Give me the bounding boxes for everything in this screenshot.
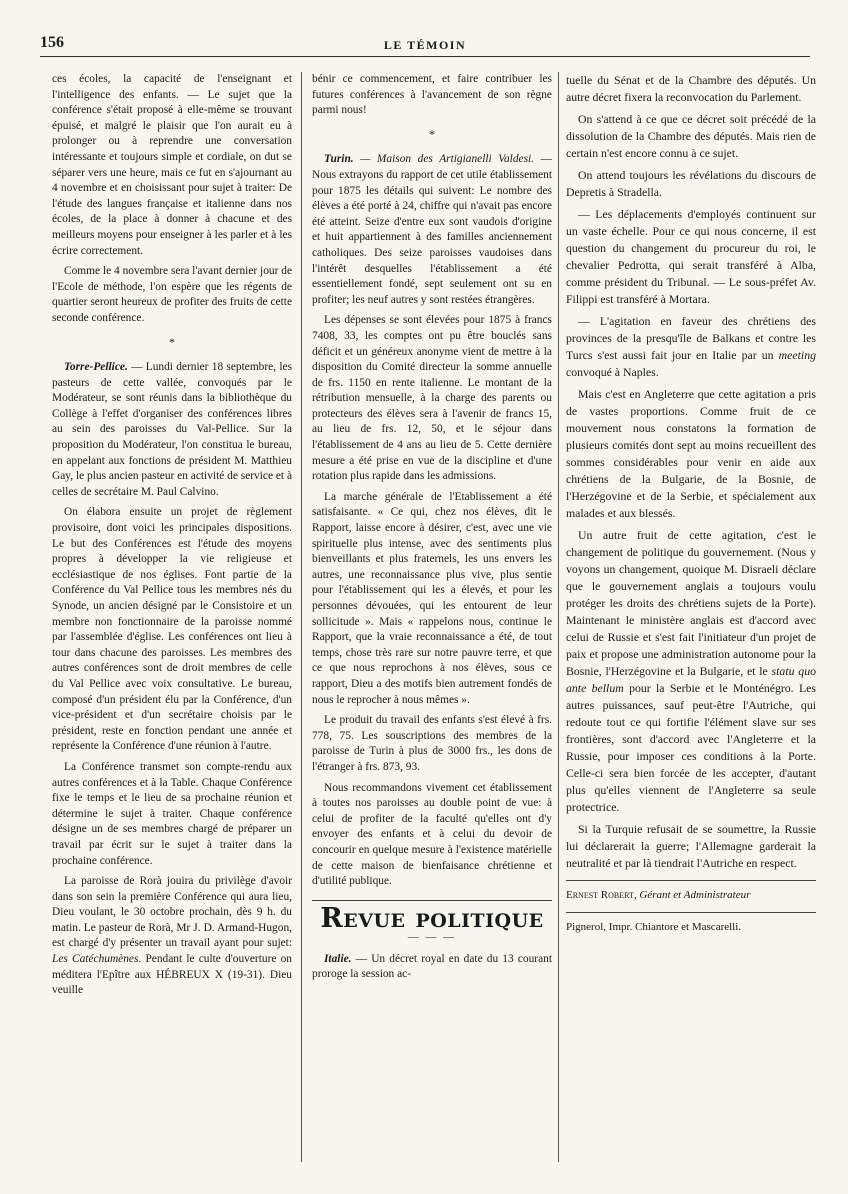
ornament: — — — [407, 931, 457, 944]
paragraph: Mais c'est en Angleterre que cette agitation a pris de vastes proportions. Comme fruit de ce mouvement nous constatons la formation de plusieurs comités dont sept au moins recueillent des sommes considérables pour venir en aide aux chrétiens de la Bulgarie, de la Bosnie, de l'Herzégovine et de la Serbie, et spécialement aux malades et aux blessés. [566, 387, 816, 520]
paragraph: On élabora ensuite un projet de règlement provisoire, dont voici les principales dispositions. Le but des Conférences est l'étude des moyens propres à développer la vie religieuse et ecclésiastique de nos églises. Font partie de la Conférence du Val Pellice tous les membres nés du Synode, un ancien désigné par le Consistoire et un membre non fonctionnaire de la paroisse nommé par l'assemblée d'église. Les conférences ont lieu à tour dans chacune des paroisses. Les membres des autres conférences sont de droit membres de celle du Val Pellice avec voix consultative. Le bureau, composé d'un président élu par la Conférence, d'un vice-président et d'un secrétaire choisis par le président, reste en fonction pendant une année et représente la Conférence d'une réunion à l'autre. [52, 506, 292, 753]
paragraph: La marche générale de l'Etablissement a été satisfaisante. « Ce qui, chez nos élèves, dit le Rapport, laisse encore à désirer, c'est, avec une vie spirituelle plus intense, avec des sentiments plus bienveillants et plus fraternels, les uns envers les autres, une reconnaissance plus vive, plus sentie pour l'établissement qui les a élevés, et pour les personnes dévouées, qui les entourent de leur sollicitude ». Mais « rappelons nous, continue le Rapport, que la vraie reconnaissance a été, de tout temps, chose très rare sur notre pauvre terre, et que ce que nous reprochons à nos élèves, sous ce rapport, Dieu a des motifs bien autrement fondés de nous le reprocher à nous mêmes ». [312, 490, 552, 706]
paragraph: Les dépenses se sont élevées pour 1875 à francs 7408, 33, les comptes ont pu être bouclés sans déficit et un généreux anonyme vient de mettre à la disposition du Comité directeur la somme annuelle de frs. 1150 en rente italienne. Le montant de la rétribution mensuelle, à la charge des parents ou protecteurs des élèves sera à l'avenir de francs 15, au lieu de frs. 12, 50, et le séjour dans l'établissement de 4 ans au lieu de 5. Cette dernière mesure a été prise en vue de la discipline et d'une rotation plus rapide dans les admissions. [312, 314, 552, 483]
paragraph-text: — Lundi dernier 18 septembre, les pasteurs de cette vallée, convoqués par le Modérateur, se sont réunis dans la bibliothèque du Collège à l'effet d'organiser des conférences libres au sein des paroisses du Val-Pellice. Sur la proposition du Modérateur, l'on constitua le bureau, en appelant aux fonctions de président M. Matthieu Gay, le plus ancien pasteur en activité de service et à celles de secrétaire M. Paul Calvino. [52, 361, 292, 498]
page-header [40, 30, 810, 57]
signature-role: , Gérant et Administrateur [633, 889, 751, 901]
column-2 [312, 72, 552, 1182]
paragraph-text: — L'agitation en faveur des chrétiens des provinces de la presqu'île de Balkans et contre les Turcs s'est aussi fait jour en Italie par un [566, 314, 816, 362]
italic-text: Les Catéchumènes [52, 953, 139, 966]
divider [312, 900, 552, 901]
printer-imprint: Pignerol, Impr. Chiantore et Mascarelli. [566, 921, 742, 933]
newspaper-title: LE TÉMOIN [383, 38, 467, 52]
paragraph: Nous recommandons vivement cet établissement à toutes nos paroisses au double point de vue: à celui de profiter de la faculté qu'elles ont d'y envoyer des enfants et à celui du devoir de concourir en quelque mesure à l'existence matérielle de cette maison de bienfaisance chrétienne et d'utilité publique. [312, 781, 552, 888]
section-separator: * [169, 334, 175, 349]
paragraph: On attend toujours les révélations du discours de Depretis à Stradella. [566, 168, 816, 199]
paragraph-text: . Pendant le culte d'ouverture on méditera l'Epître aux HÉBREUX X (19-31). Dieu veuille [52, 953, 292, 997]
paragraph-text: pour la Serbie et le Monténégro. Les autres puissances, sauf peut-être l'Autriche, qui redoute tout ce qui fortifie l'élément slave sur ses frontières, sont d'accord avec l'Angleterre et la Russie, pour imposer ces conditions à la Porte. Celle-ci sera bien forcée de les accepter, d'autant plus qu'elles viennent de l'Angleterre sa seule protectrice. [566, 681, 816, 814]
page-number: 156 [40, 34, 64, 51]
paragraph-text: — Nous extrayons du rapport de cet utile établissement pour 1875 les détails qui suivent: Le nombre des élèves a été porté à 24, chiffre qui n'avait pas encore été atteint. Seize d'entre eux sont vaudois d'origine et huit appartiennent à des familles anciennement catholiques. Des seize paroisses vaudoises dans l'intérêt desquelles l'établissement a été essentiellement fondé, sept seulement ont su en profiter; les neuf autres y sont restées étrangères. [312, 153, 552, 306]
column-3 [566, 72, 816, 1182]
paragraph: tuelle du Sénat et de la Chambre des députés. Un autre décret fixera la reconvocation du Parlement. [566, 73, 816, 104]
italic-text: — Maison des Artigianelli Valdesi. [353, 153, 535, 166]
paragraph [566, 527, 816, 816]
divider [566, 880, 816, 881]
column-divider-2 [558, 72, 559, 1162]
paragraph-text: convoqué à Naples. [566, 365, 659, 379]
paragraph [566, 313, 816, 381]
signature-name: Ernest Robert [566, 889, 634, 901]
section-separator: * [429, 126, 435, 141]
paragraph-torre-pellice [52, 360, 292, 500]
paragraph-text: La paroisse de Rorà jouira du privilège d'avoir dans son sein la première Conférence qui aura lieu, Dieu voulant, le 30 octobre prochain, dès 9 h. du matin. Le pasteur de Rorà, Mr J. D. Armand-Hugon, est chargé d'y présenter un travail ayant pour sujet: [52, 875, 292, 950]
paragraph-italie [312, 952, 552, 983]
column-1 [52, 72, 292, 1182]
paragraph: ces écoles, la capacité de l'enseignant et l'intelligence des enfants. — Le sujet que la conférence s'était proposé à elle-même se trouvant épuisé, et malgré le plaisir que l'on aurait eu à prolonger ou à reprendre une conversation intéressante et toujours simple et cordiale, on dut se séparer vers une heure, mais ce fut en s'ajournant au 4 novembre et en choisissant pour sujet à traiter: De l'étude des langues française et italienne dans nos écoles, de la place à donner à chacune et des meilleurs moyens pour enseigner à les parler et à les écrire correctement. [52, 73, 292, 257]
paragraph [52, 874, 292, 999]
place-heading: Turin. [324, 153, 354, 166]
place-heading: Italie. [324, 952, 352, 965]
italic-text: meeting [773, 348, 816, 362]
paragraph-text: — Un décret royal en date du 13 courant proroge la session ac- [312, 952, 552, 981]
signature [566, 887, 816, 904]
paragraph: — Les déplacements d'employés continuent sur un vaste échelle. Pour ce qui nous concerne, il est question du changement du procureur du roi, le chevalier Pedrotta, qui serait transféré à Alba, comme président du Tribunal. — Le sous-préfet Av. Filippi est transféré à Mortara. [566, 207, 816, 306]
section-title: Revue politique [320, 902, 544, 934]
paragraph: Le produit du travail des enfants s'est élevé à frs. 778, 75. Les souscriptions des membres de la paroisse de Turin à plus de 3000 frs., les dons de l'étranger à frs. 873, 93. [312, 714, 552, 773]
paragraph-text: Un autre fruit de cette agitation, c'est le changement de politique du gouvernement. (Nous y voyons un changement, quoique M. Disraeli déclare que le gouvernement anglais a toujours voulu protéger les droits des chrétiens sujets de la Porte). Maintenant le ministère anglais est d'accord avec celui de Russie et s'est fait l'initiateur d'un projet de paix et propose une administration autonome pour la Bosnie, l'Herzégovine et la Bulgarie, et le [566, 528, 816, 678]
paragraph: La Conférence transmet son compte-rendu aux autres conférences et à la Table. Chaque Conférence fixe le temps et le lieu de sa prochaine réunion et détermine le sujet à traiter. Chaque conférence désigne un de ses membres chargé de préparer un travail par écrit sur le sujet à traiter dans la prochaine conférence. [52, 760, 292, 867]
column-divider-1 [301, 72, 302, 1162]
paragraph-turin [312, 152, 552, 308]
paragraph: bénir ce commencement, et faire contribuer les futures conférences à l'avancement de son règne parmi nous! [312, 73, 552, 117]
place-heading: Torre-Pellice. [64, 361, 128, 374]
paragraph: Si la Turquie refusait de se soumettre, la Russie lui déclarerait la guerre; l'Allemagne garderait la neutralité et par là tiendrait l'Autriche en respect. [566, 822, 816, 870]
divider [566, 912, 816, 913]
paragraph: On s'attend à ce que ce décret soit précédé de la dissolution de la Chambre des députés. Mais rien de certain n'est encore connu à ce sujet. [566, 112, 816, 160]
italic-text: statu quo ante bellum [566, 664, 816, 695]
revue-politique-header [312, 900, 552, 946]
paragraph: Comme le 4 novembre sera l'avant dernier jour de l'Ecole de méthode, l'on espère que les régents de quartier seront heureux de profiter des fruits de cette seconde conférence. [52, 265, 292, 324]
